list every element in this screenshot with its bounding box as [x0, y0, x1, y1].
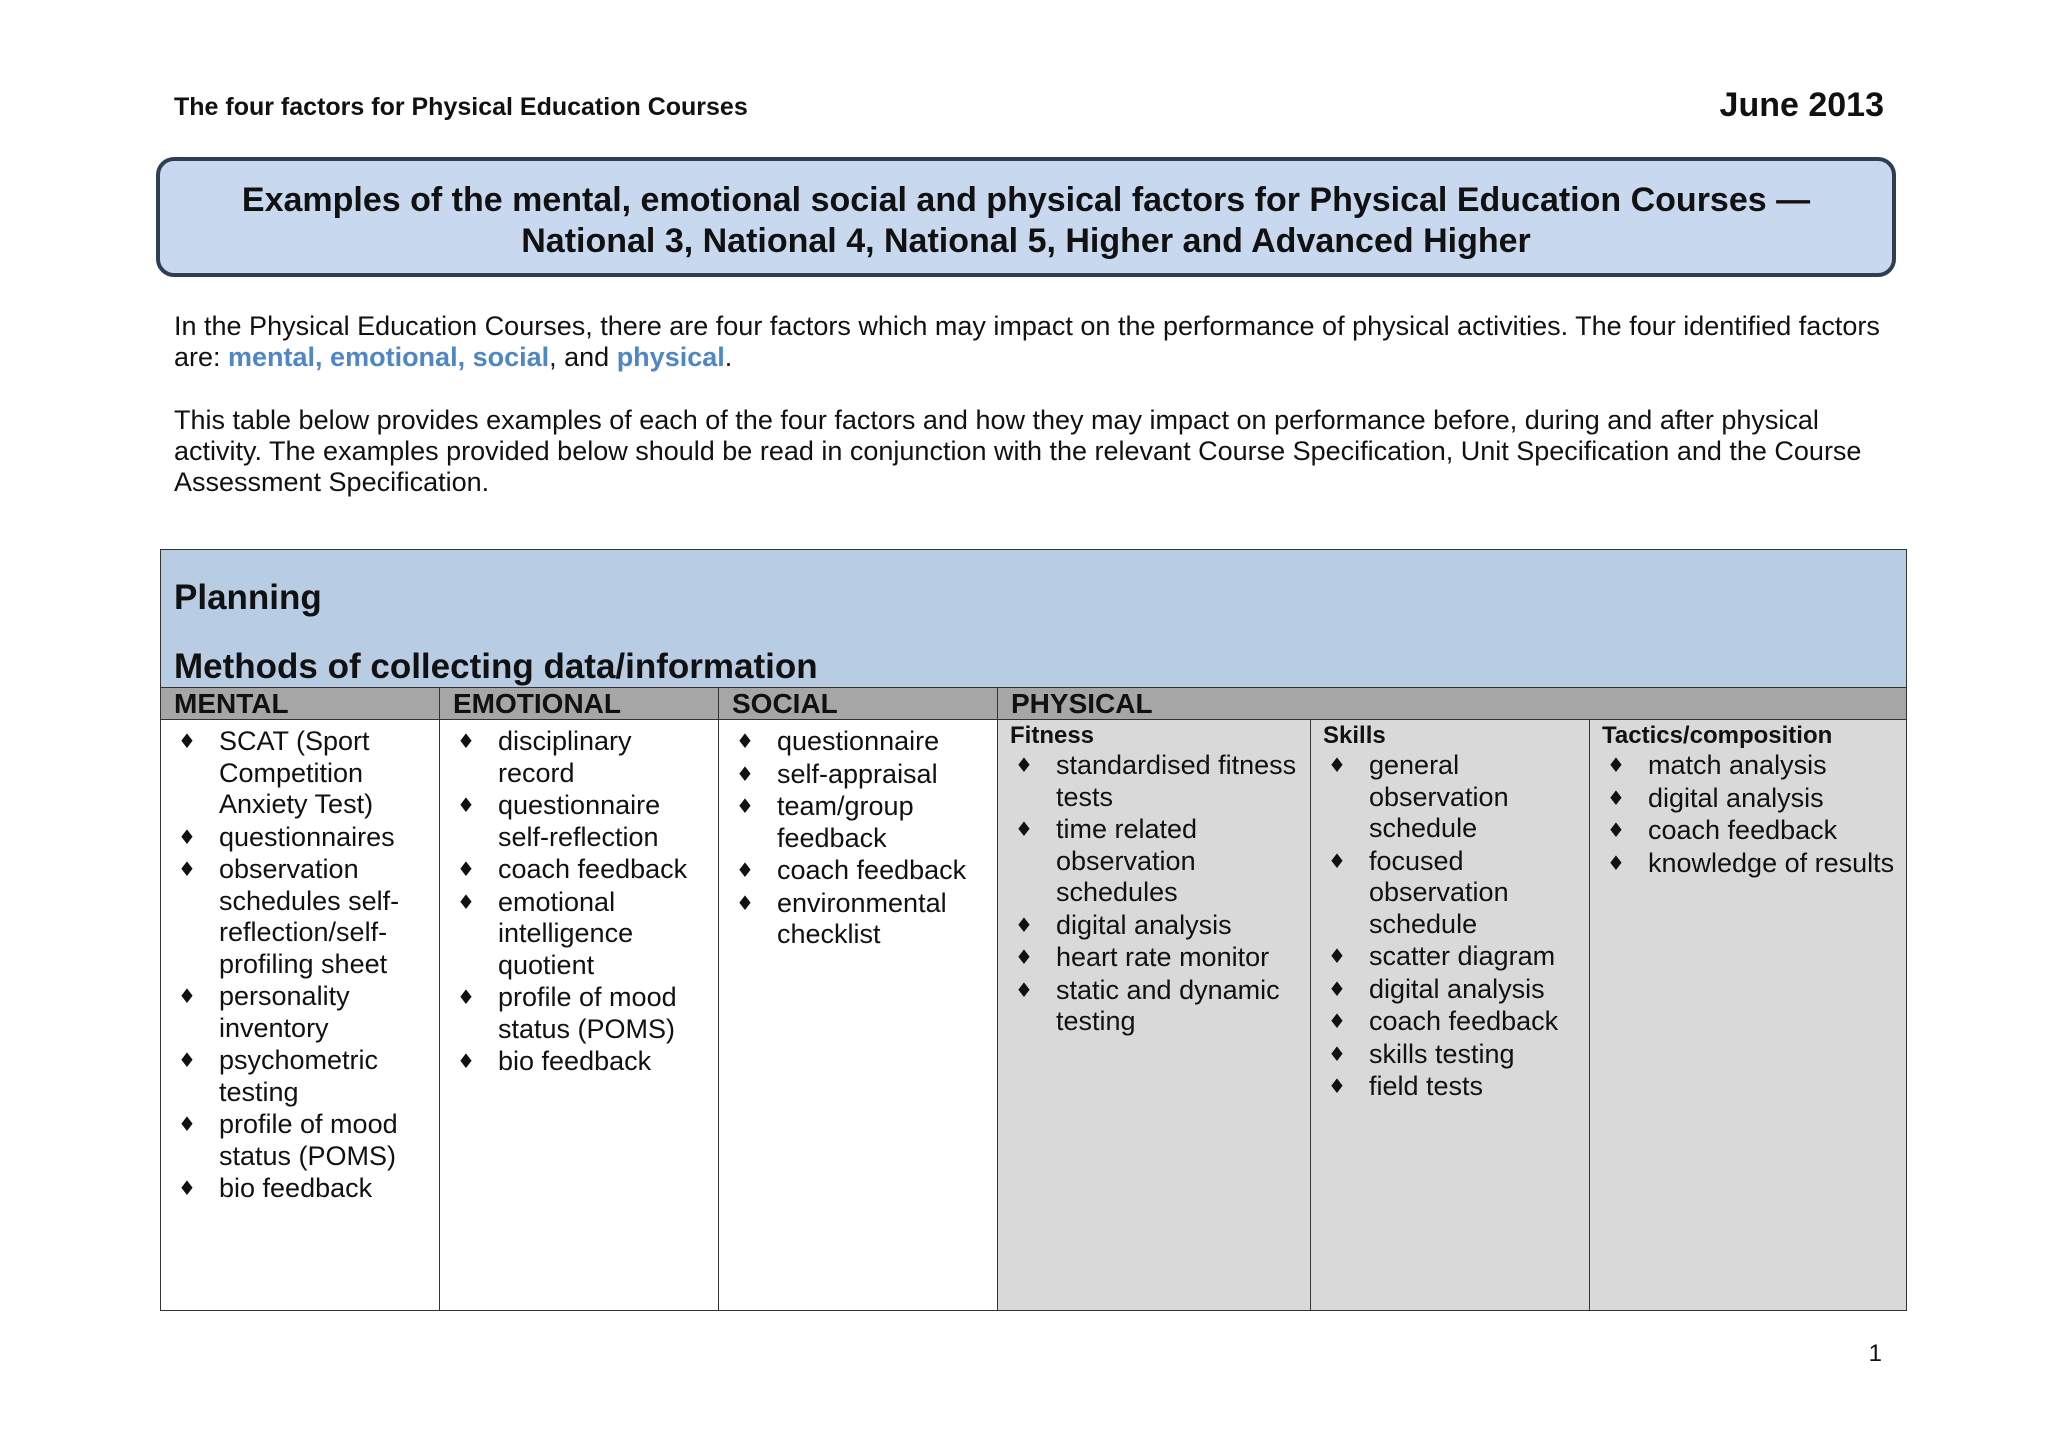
tactics-subheading: Tactics/composition	[1602, 722, 1833, 749]
list-item: ♦ questionnaires	[173, 822, 431, 854]
emotional-cell	[440, 720, 719, 1311]
intro-p1-end: .	[724, 342, 733, 372]
physical-fitness-cell	[998, 720, 1311, 1311]
fitness-list	[998, 750, 1310, 1038]
document-date: June 2013	[1719, 86, 1884, 124]
factors-table	[160, 549, 1907, 1311]
list-item: ♦ match analysis	[1602, 750, 1898, 782]
list-item: ♦ observation schedules self-reflection/self-profiling sheet	[173, 854, 431, 980]
list-item: ♦ standardised fitness tests	[1010, 750, 1302, 813]
intro-section	[174, 311, 1894, 530]
list-item: ♦ time related observation schedules	[1010, 814, 1302, 909]
page-number: 1	[1868, 1340, 1882, 1367]
list-item: ♦ disciplinary record	[452, 726, 710, 789]
list-item: ♦ coach feedback	[1602, 815, 1898, 847]
header-social: SOCIAL	[719, 688, 998, 720]
mental-list	[161, 720, 439, 1205]
list-item: ♦ digital analysis	[1010, 910, 1302, 942]
planning-header-cell	[161, 550, 1907, 688]
planning-title: Planning	[174, 578, 322, 617]
mental-cell	[161, 720, 440, 1311]
physical-tactics-cell	[1590, 720, 1907, 1311]
title-line-1: Examples of the mental, emotional social and physical factors for Physical Education Courses —	[241, 181, 1811, 219]
methods-title: Methods of collecting data/information	[174, 647, 818, 686]
intro-paragraph-2: This table below provides examples of each of the four factors and how they may impact on performance before, during and after physical activity. The examples provided below should be read in conjunction with the relevant Course Specification, Unit Specification and the Course Assessment Specification.	[174, 405, 1862, 497]
header-mental: MENTAL	[161, 688, 440, 720]
tactics-list	[1590, 750, 1906, 879]
list-item: ♦ questionnaire self-reflection	[452, 790, 710, 853]
intro-highlight-factors: mental, emotional, social	[228, 342, 550, 372]
list-item: ♦ emotional intelligence quotient	[452, 887, 710, 982]
list-item: ♦ profile of mood status (POMS)	[173, 1109, 431, 1172]
list-item: ♦ scatter diagram	[1323, 941, 1581, 973]
intro-p1-text: In the Physical Education Courses, there are four factors which may impact on the performance of physical activities. The four identified factors are:	[174, 311, 1880, 372]
list-item: ♦ general observation schedule	[1323, 750, 1581, 845]
list-item: ♦ heart rate monitor	[1010, 942, 1302, 974]
list-item: ♦ digital analysis	[1602, 783, 1898, 815]
list-item: ♦ psychometric testing	[173, 1045, 431, 1108]
title-line-2: National 3, National 4, National 5, Higher and Advanced Higher	[521, 222, 1531, 260]
header-physical: PHYSICAL	[998, 688, 1907, 720]
list-item: ♦ coach feedback	[452, 854, 710, 886]
list-item: ♦ profile of mood status (POMS)	[452, 982, 710, 1045]
list-item: ♦ SCAT (Sport Competition Anxiety Test)	[173, 726, 431, 821]
list-item: ♦ environmental checklist	[731, 888, 989, 951]
intro-separator: , and	[549, 342, 617, 372]
title-box	[156, 157, 1896, 277]
emotional-list	[440, 720, 718, 1078]
list-item: ♦ personality inventory	[173, 981, 431, 1044]
list-item: ♦ static and dynamic testing	[1010, 975, 1302, 1038]
social-cell	[719, 720, 998, 1311]
intro-paragraph-1	[174, 311, 1894, 373]
list-item: ♦ skills testing	[1323, 1039, 1581, 1071]
list-item: ♦ team/group feedback	[731, 791, 989, 854]
list-item: ♦ digital analysis	[1323, 974, 1581, 1006]
header-emotional: EMOTIONAL	[440, 688, 719, 720]
list-item: ♦ questionnaire	[731, 726, 989, 758]
list-item: ♦ bio feedback	[173, 1173, 431, 1205]
list-item: ♦ coach feedback	[731, 855, 989, 887]
skills-subheading: Skills	[1323, 722, 1386, 749]
fitness-subheading: Fitness	[1010, 722, 1095, 749]
physical-skills-cell	[1311, 720, 1590, 1311]
list-item: ♦ field tests	[1323, 1071, 1581, 1103]
social-list	[719, 720, 997, 951]
list-item: ♦ bio feedback	[452, 1046, 710, 1078]
document-header-title: The four factors for Physical Education Courses	[174, 93, 748, 121]
intro-highlight-physical: physical	[616, 342, 725, 372]
list-item: ♦ self-appraisal	[731, 759, 989, 791]
list-item: ♦ focused observation schedule	[1323, 846, 1581, 941]
list-item: ♦ knowledge of results	[1602, 848, 1898, 880]
skills-list	[1311, 750, 1589, 1103]
list-item: ♦ coach feedback	[1323, 1006, 1581, 1038]
